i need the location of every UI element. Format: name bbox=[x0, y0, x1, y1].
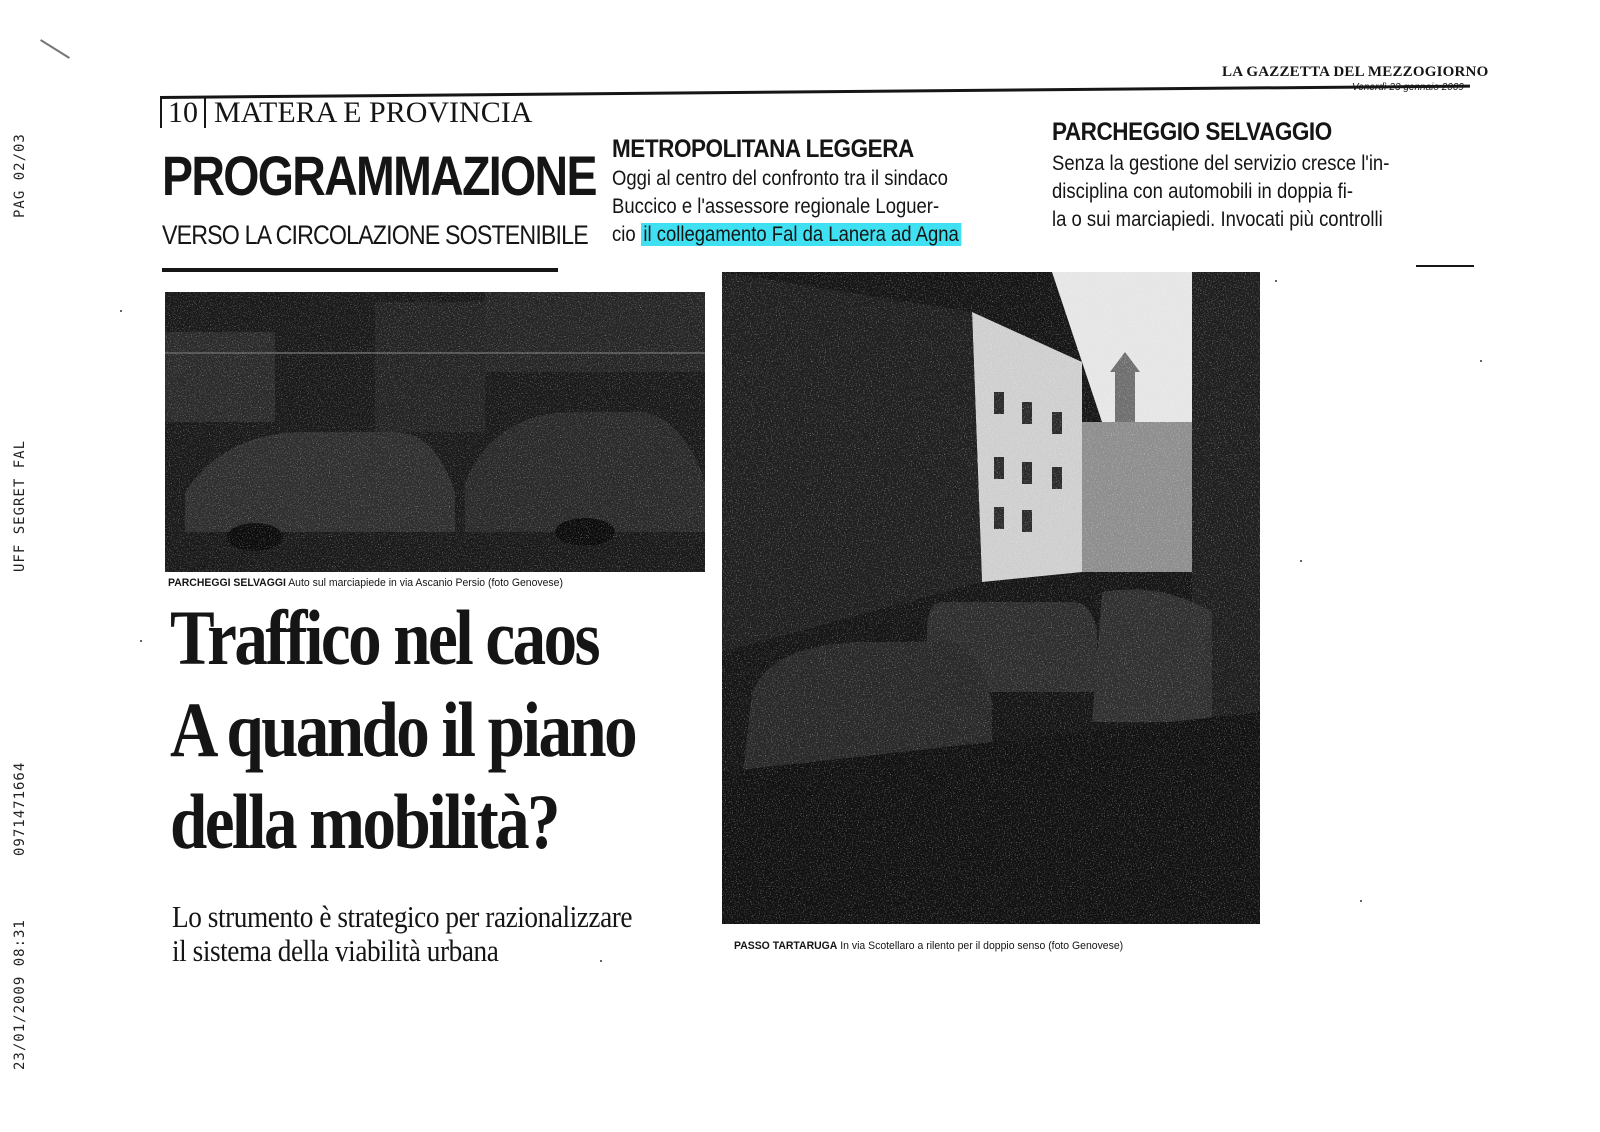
fax-number: 0971471664 bbox=[12, 761, 28, 856]
scan-speck bbox=[1275, 280, 1277, 282]
kicker-subtitle: VERSO LA CIRCOLAZIONE SOSTENIBILE bbox=[162, 220, 588, 250]
scan-speck bbox=[1480, 360, 1482, 362]
newspaper-name: LA GAZZETTA DEL MEZZOGIORNO bbox=[1222, 64, 1489, 80]
metro-text-line bbox=[612, 221, 1026, 249]
standfirst-line: il sistema della viabilità urbana bbox=[172, 933, 499, 968]
parking-text-line: la o sui marciapiedi. Invocati più controlli bbox=[1052, 208, 1383, 231]
metro-column-title: METROPOLITANA LEGGERA bbox=[612, 135, 914, 163]
section-header bbox=[160, 96, 532, 130]
fax-page-indicator: PAG 02/03 bbox=[12, 133, 28, 218]
headline-line: A quando il piano bbox=[170, 686, 636, 773]
scan-speck bbox=[120, 310, 122, 312]
photo-traffic-street bbox=[722, 272, 1260, 924]
kicker-rule bbox=[162, 268, 558, 272]
caption-text: Auto sul marciapiede in via Ascanio Persio (foto Genovese) bbox=[285, 577, 563, 589]
photo-traffic-street-image bbox=[722, 272, 1260, 924]
parking-column-text bbox=[1052, 150, 1466, 234]
article-headline bbox=[170, 592, 635, 868]
metro-column-text bbox=[612, 165, 1026, 249]
parking-text-line: Senza la gestione del servizio cresce l'in- bbox=[1052, 152, 1390, 175]
column-end-rule bbox=[1416, 265, 1474, 267]
parking-column-title: PARCHEGGIO SELVAGGIO bbox=[1052, 118, 1332, 146]
section-name: MATERA E PROVINCIA bbox=[214, 96, 533, 129]
photo-traffic-street-caption bbox=[734, 940, 1123, 952]
highlighted-text: il collegamento Fal da Lanera ad Agna bbox=[641, 223, 962, 246]
kicker-title: PROGRAMMAZIONE bbox=[162, 144, 596, 207]
photo-parked-cars-caption bbox=[168, 577, 563, 589]
fax-datetime: 23/01/2009 08:31 bbox=[12, 919, 28, 1070]
headline-line: Traffico nel caos bbox=[170, 594, 599, 681]
standfirst-line: Lo strumento è strategico per razionalizzare bbox=[172, 899, 633, 934]
metro-text-prefix: cio bbox=[612, 223, 641, 246]
metro-text-line: Buccico e l'assessore regionale Loguer- bbox=[612, 195, 940, 218]
fax-sender: UFF SEGRET FAL bbox=[12, 439, 28, 572]
metro-text-line: Oggi al centro del confronto tra il sindaco bbox=[612, 167, 948, 190]
scan-speck bbox=[1300, 560, 1302, 562]
caption-text: In via Scotellaro a rilento per il doppio senso (foto Genovese) bbox=[837, 940, 1124, 952]
scan-speck bbox=[140, 640, 142, 642]
article-standfirst bbox=[172, 900, 632, 968]
page-number: 10 bbox=[160, 98, 206, 128]
scan-speck bbox=[1360, 900, 1362, 902]
photo-parked-cars-image bbox=[165, 292, 705, 572]
scan-mark bbox=[40, 39, 70, 59]
caption-label: PASSO TARTARUGA bbox=[734, 940, 838, 952]
parking-text-line: disciplina con automobili in doppia fi- bbox=[1052, 180, 1353, 203]
caption-label: PARCHEGGI SELVAGGI bbox=[168, 577, 286, 589]
scan-speck bbox=[600, 960, 602, 962]
headline-line: della mobilità? bbox=[170, 778, 559, 865]
photo-parked-cars bbox=[165, 292, 705, 572]
